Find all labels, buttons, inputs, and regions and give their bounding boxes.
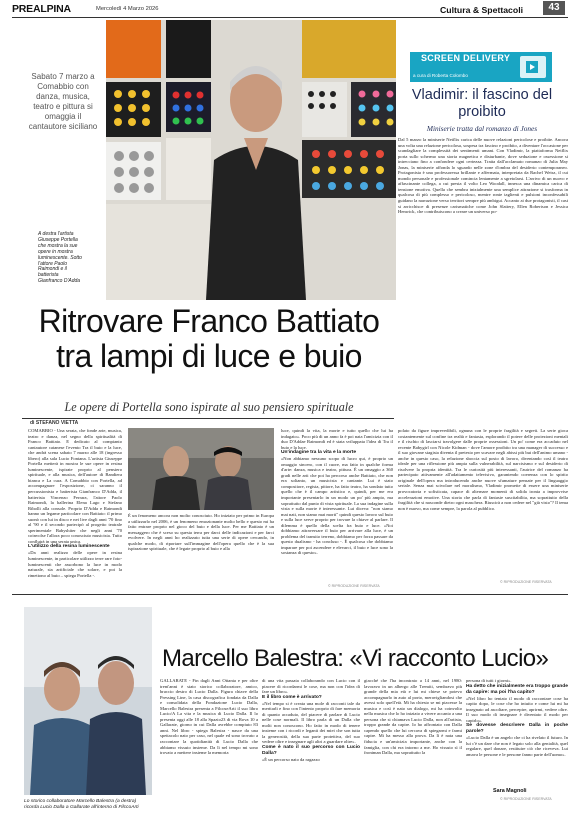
screen-delivery-byline: a cura di Roberta Colombo <box>413 73 468 78</box>
section-title: Cultura & Spettacoli <box>440 5 524 15</box>
vladimir-headline: Vladimir: il fascino del proibito <box>411 87 553 120</box>
main-headline-line1: Ritrovare Franco Battiato <box>38 303 380 339</box>
article2-col3: giacché che l'ha incontrato a 14 anni, nel 1980: lavoravo in un albergo alle Tremiti, sembravo più grande della mia età e lui mi chiese se potevo accompagnarlo in auto al porto, meravigliandosi che avessi solo quell'età. Mi ha chiesto se mi piacesse la musica e così è nato un dialogo, mi ha coinvolto nella musica che lo ho iniziato a vivere accanto a una persona che si chiamava Lucio Dalla, non all'artista, troppo grande da capire. Io ho affrontato con Dalla capendo quello che lui cercava di spiegarmi e farmi capire. Mi ha messo alla prova. Da lì è nata una fiducia e un'amicizia importante, anche con la famiglia, con chi era intorno a me. Ho vissuto sì il frontman Dalla, ma soprattutto la <box>364 678 462 756</box>
article1-col3: luce, quindi la vita, la morte e tutto quello che lui ha indagato». Poco più di un anno fa è poi nata l'amicizia con il duo D'Addae Raimondi ed è stata sviluppata l'idea di Tra il buio e la luce. Un'indagine tra la vita e la morte «Non abbiamo nessuno scopo di lucro qui, è proprio un omaggio sincero, con il cuore, ma fatto in qualche forma d'arte: danza, musica e teatro, pittura. È un omaggio a 360 gradi nelle arti che poi ha percorso anche Battiato, che non era soltanto, un musicista e cantante. Lui è stato compositore, regista, pittore, ha fatto teatro, ha sondato tutto quello che è il campo artistico e, quindi, per me era importante presentarlo in un modo un po' più ampio, ma soprattutto dal punto di vista spirituale. La sua indagine sulla vista e sulla morte è interessante. Lui diceva: "non siamo mai nati, non siamo mai morti" quindi questo lavoro sul buio e sulla luce serve proprio per trovare la chiave al parlare. Il dilemma è quello della scelta fra buio e luce. «Noi dobbiamo attraversare il buio per arrivare alla luce, è un problema del transito terreno, dobbiamo per forza passare da questo dualismo - ha concluso -. È qualcosa che dobbiamo imparare per poi ascendere e elevarci, il buio e luce sono la sostanza di questo». <box>281 428 393 556</box>
author-signature: Sara Magnoli <box>493 788 527 794</box>
newspaper-logo: PREALPINA <box>12 3 71 15</box>
copyright-note: © RIPRODUZIONE RISERVATA <box>500 580 552 584</box>
intro-text: Sabato 7 marzo a Comabbio con danza, musica, teatro e pittura si omaggia il cantautore siciliano <box>28 72 98 131</box>
screen-delivery-title: SCREEN DELIVERY <box>421 53 511 63</box>
copyright-note-1: © RIPRODUZIONE RISERVATA <box>328 584 380 588</box>
copyright-note-2: © RIPRODUZIONE RISERVATA <box>500 797 552 801</box>
article1-col1: COMABBIO - Una serata, che fonde arte, musica, teatro e danza, nel segno della spiritualità di Franco Battiato. E dedicato al compianto cantautore catanese l'evento Tra il buio e la luce, che andrà scena sabato 7 marzo alle 18 (ingresso libero) alla sala Lucio Fontana. L'artista Giuseppe Portella metterà in mostra le sue opere in resina luminescente, ispirate proprio al pensiero spirituale, e alla musica, dell'autore di Bandiera bianca e La cura. A Comabbio con Portella, ad accompagnare l'esposizione, ci saranno il percussionista e batterista Gianfranco D'Adda, il batterista Vincenzo Ferrara, l'attore Paolo Raimondi, la ballerina Elena Lago e Stefano Ribolli alla console. Proprio D'Adda e Raimondi hanno un legame particolare con Battiato: il primo suonò con lui in disco e nei live dagli anni '70 fino al '90 e il secondo partecipò al progetto teatrale sperimentale Babyshiter che negli anni '70 coinvolse l'allora poco conosciuto musicista. Tutto confluirà in una serata unica. L'utilizzo della resina luminescente «Da anni realizzo delle opere in resina luminescente, in particolare utilizzo terre rare foto-luminescenti che assorbono la luce in modo naturale, sia artificiale che solare, e poi la rimettono al buio – spiega Portella -. <box>28 428 122 578</box>
article2-col1: GALLARATE - Fin dagli Anni Ottanta e per oltre trent'anni è stato storico collaboratore, amico, braccio destro di Lucio Dalla. Figura chiave della Pressing Line, la casa discografica fondata da Dalla e consolidata della Fondazione Lucio Dalla, Marcello Balestra presenta a FilcoseArti il suo libro Lucio/A La vita e la musica di Lucio Dalla. Il lo presenta oggi alle 18 alla Spazio23 di via Rova 10 a Gallarate, giorno in cui Dalla avrebbe compiuto 83 anni. Nel libro - spiega Balestra - nasce da una spettacolo nato per caso, nel quale ed sono trovato a raccontare la quotidianità di Lucio Dalla che abbiamo vissuto insieme. Da lì nel tempo mi sono trovato a mettere insieme la memoria <box>160 678 258 756</box>
main-deck: Le opere di Portella sono ispirate al suo pensiero spirituale <box>64 400 354 414</box>
artist-photo <box>106 20 396 300</box>
deck-rule <box>22 418 394 419</box>
vladimir-body-1: Dal 5 marzo la miniserie Netflix carica delle nuove relazioni pericolose e proibite. Ancora una volta una relazione pericolosa, sospesa tra fascino e proibito, a diventare l'occasione per scandagliare la complessità dei sentimenti umani. Con Vladimir, la piattaforma Netflix porta sullo schermo una storia magnetica e disturbante, dove seduzione e ossessione si intrecciano fino a confondere ogni certezza. Tratta dall'acclamato romanzo di Julia May Jonas, la miniserie affonda lo sguardo nelle zone d'ombra del desiderio contemporaneo. Protagonista è una professoressa brillante e affermata, interpretata da Rachel Weisz, il cui mondo personale e professionale comincia lentamente a sgretolarsi. L'arrivo di un nuovo e affascinante collega, a cui presta il volto Leo Woodall, innesca una dinamica carica di tensione emotiva. Quella che sembra inizialmente una semplice attrazione si trasforma in qualcosa di più complesso e pericoloso, mentre ronie taglienti e pulsioni inconfessabili guidano la narrazione verso territori sempre più ambigui. Accanto ai due protagonisti, il cast si arricchisce di presenze carismatiche come John Slattery, Ellen Robertson e Jessica Henwick, che contribuiscono a creare un universo po- <box>398 137 568 215</box>
article2-col2: di una vita passata collaborando con Lucio con il piacere di ricordarmi le cose, ma non con l'idea di fare un libro». E il libro come è arrivato? «Nel tempo si è creata una mole di racconti tale da meritarli e fino con l'intento proprio di fare memoria di quanto accaduto, del piacere di parlare di Lucio nelle cose normali. Il libro parla di un Dalla che molti non conoscono. Ho fatto in modo di tenere insieme con i ricordi e leganti dei miei che son tutta la generosità, della sua parte protettiva, del suo vedere oltre e insegnare agli altri a guardare oltre». Come è nato il suo percorso con Lucio Dalla? «È un percorso nato da ragazzo <box>262 678 360 763</box>
section-rule <box>12 594 568 595</box>
article2-col4: persona di tutti i giorni». Ha detto che inizialmente era troppo grande da capire: ma poi l'ha capito? «Nel libro ho tentato il modo di raccontare cose ha capito dopo, le cose che ho intuito e come lui mi ha insegnato ad ascoltare, percepire, aprirmi, vedere oltre. Il suo modo di insegnare è diventato il modo per capirlo». Se dovesse descrivere Dalla in poche parole? «Lucio Dalla è un angelo che ci ha rivelato il futuro. In lui c'è un dare che non è legato solo alla genialità, quel regalare, quel donare, restituire ciò che riceveva. Lui amava le persone e le persone fanno parte dell'uomo». <box>466 678 568 757</box>
header-rule <box>12 17 568 18</box>
vladimir-subheadline: Miniserie tratta dal romanzo di Jones <box>426 124 538 133</box>
balestra-caption: Lo storico collaboratore Marcello Balestra (a destra) ricorda Lucio Dalla a Gallarate all'interno di FilccoArti <box>24 799 139 810</box>
musicians-photo <box>128 428 274 510</box>
vladimir-body-2: polato da figure imprevedibili, ognuna con le proprie fragilità e segreti. La serie gioca costantemente sul confine tra realtà e fantasia, esplorando il potere delle proiezioni mentali e il rischio di lasciarsi travolgere dalle proprie ossessioni. Un po' come era accaduto nel recente Babygirl con Nicole Kidman - dove l'amore proibito tra una manager di successo e il suo giovane stagista diventa il pretesto per scavare negli abissi più bui dell'animo umano - anche in questo caso, la relazione sboccia sul posto di lavoro, diventando così il teatro ideale per una riflessione più ampia sulla vulnerabilità, sul narcisismo e sul desiderio di risolvere la propria identità. Tra le curiosità più interessanti, l'autrice del romanzo ha partecipato attivamente all'adattamento televisivo, garantendo coerenza con lo spirito originale dell'opera ma introducendo anche nuove sfumature pensate per il linguaggio seriale. Senza mai scivolare nel moralismo, Vladimir promette di essere una miniserie provocatoria e sofisticata, capace di alternare momenti di solida ironia a improvvise accelerazioni emotive. Una storia che parla di fantasie suscitabilita, ma soprattutto della fragilità che si nasconde dietro ogni maschera. Riuscirà a non cedere nel "già visto"? Il tema non è nuovo, ma come sempre, la parola al pubblico. <box>398 428 568 511</box>
issue-date: Mercoledì 4 Marzo 2026 <box>96 6 159 12</box>
byline: di STEFANO VIETTA <box>30 420 79 426</box>
page-number: 43 <box>543 1 565 15</box>
lower-headline: Marcello Balestra: «Vi racconto Lucio» <box>162 645 549 672</box>
main-headline-line2: tra lampi di luce e buio <box>56 338 362 374</box>
article1-col2-text: È un fenomeno ancora non molto conosciuto. Ho iniziato per primo in Europa a utilizzarlo nel 2006, è un fenomeno emozionante molto bello e questo mi ha fatto entrare proprio nel gioco del buio e della luce. Per me Battiato è un messaggero che è sceso su questa terra per darci delle indicazioni e per farci evolvere. In negli anni ho realizzato tutta una serie di opere cercando, in qualche modo, di riportare sull'immagine dell'opera quello che è la sua ispirazione spirituale, che è legate proprio al buio e alla <box>128 513 274 552</box>
photo-caption: A destra l'artista Giuseppe Portella che mostra la sue opere in mostra luminescente. Sotto l'attore Paolo Raimondi e il batterista Gianfranco D'Adda <box>38 231 82 285</box>
balestra-photo <box>24 607 152 795</box>
